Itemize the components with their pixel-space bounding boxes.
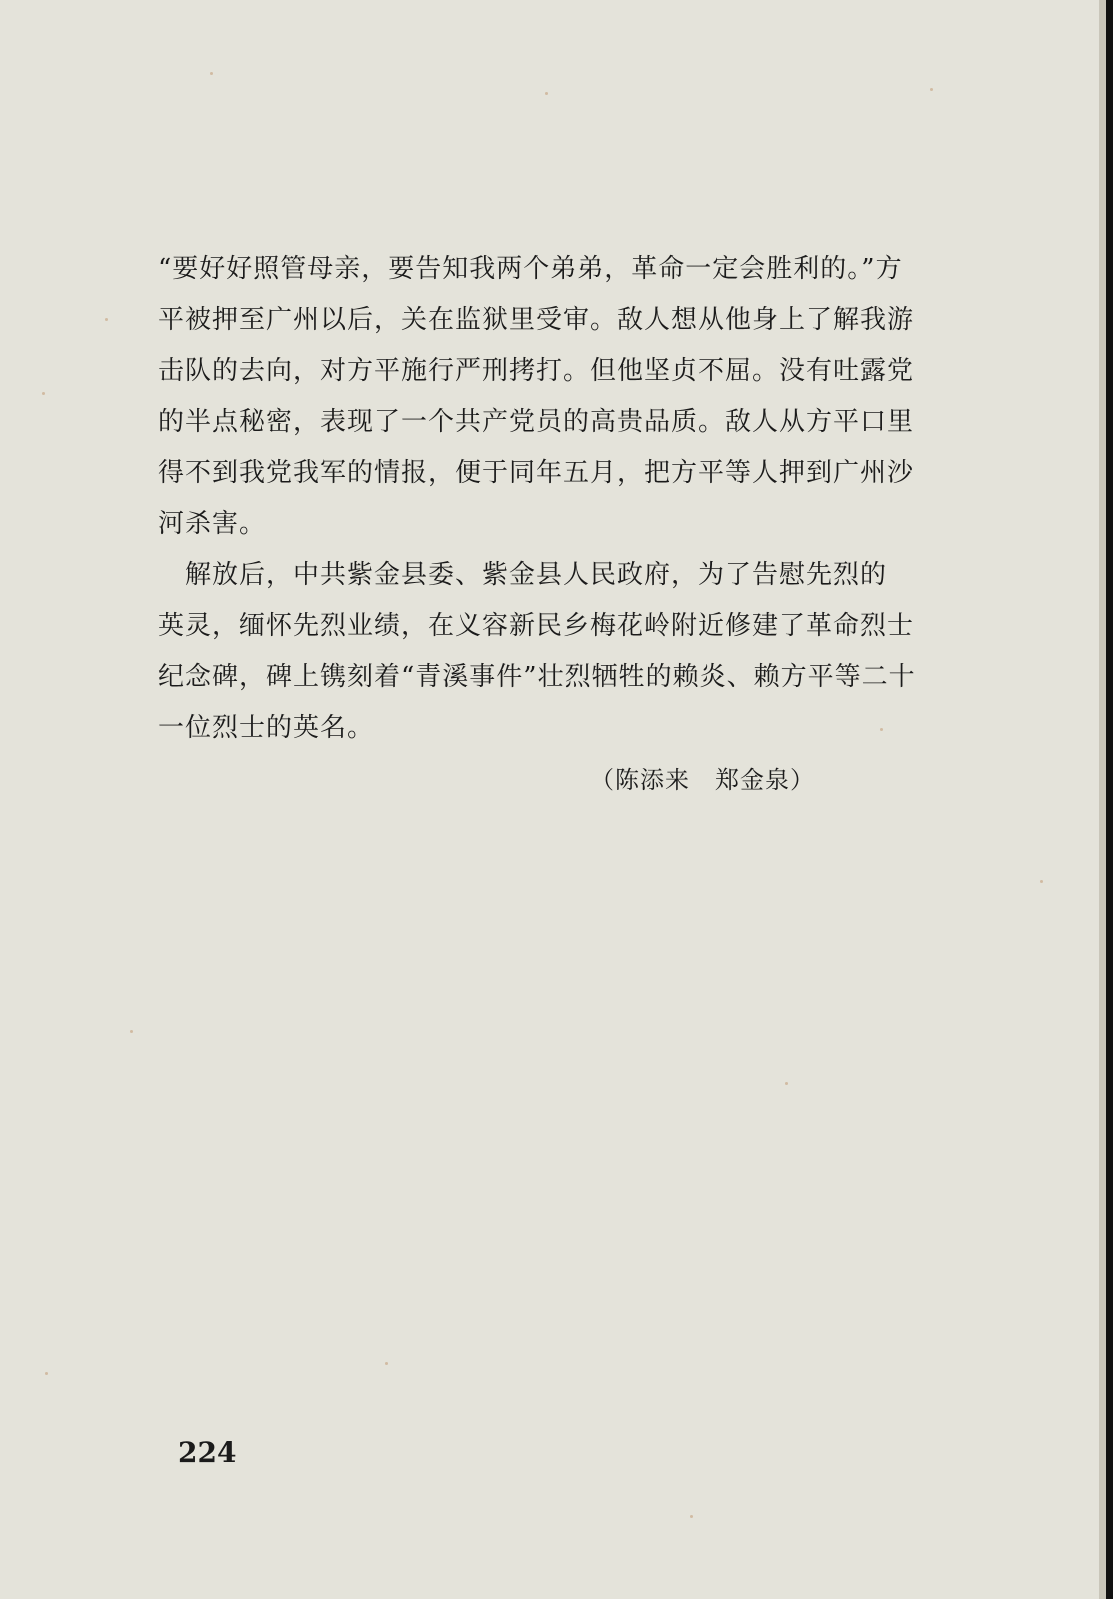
page-edge [1099,0,1106,1599]
paper-speck [785,1082,788,1085]
body-line: 得不到我党我军的情报，便于同年五月，把方平等人押到广州沙 [158,458,915,488]
body-line: 英灵，缅怀先烈业绩，在义容新民乡梅花岭附近修建了革命烈士 [158,611,915,641]
body-line: 一位烈士的英名。 [158,713,375,743]
body-line: 解放后，中共紫金县委、紫金县人民政府，为了告慰先烈的 [158,560,888,590]
paper-speck [45,1372,48,1375]
paper-speck [385,1362,388,1365]
paper-speck [130,1030,133,1033]
paper-speck [1040,880,1043,883]
page-number: 224 [178,1436,237,1469]
paper-speck [690,1515,693,1518]
paper-speck [105,318,108,321]
body-line: 击队的去向，对方平施行严刑拷打。但他坚贞不屈。没有吐露党 [158,356,915,386]
body-line: 河杀害。 [158,509,267,539]
paper-speck [210,72,213,75]
body-line: 的半点秘密，表现了一个共产党员的高贵品质。敌人从方平口里 [158,407,915,437]
paper-speck [545,92,548,95]
paper-speck [42,392,45,395]
body-line: “要好好照管母亲，要告知我两个弟弟，革命一定会胜利的。”方 [158,254,903,284]
body-line: 纪念碑，碑上镌刻着“青溪事件”壮烈牺牲的赖炎、赖方平等二十 [158,662,916,692]
paper-speck [930,88,933,91]
author-byline: （陈添来 郑金泉） [590,766,815,794]
body-line: 平被押至广州以后，关在监狱里受审。敌人想从他身上了解我游 [158,305,915,335]
